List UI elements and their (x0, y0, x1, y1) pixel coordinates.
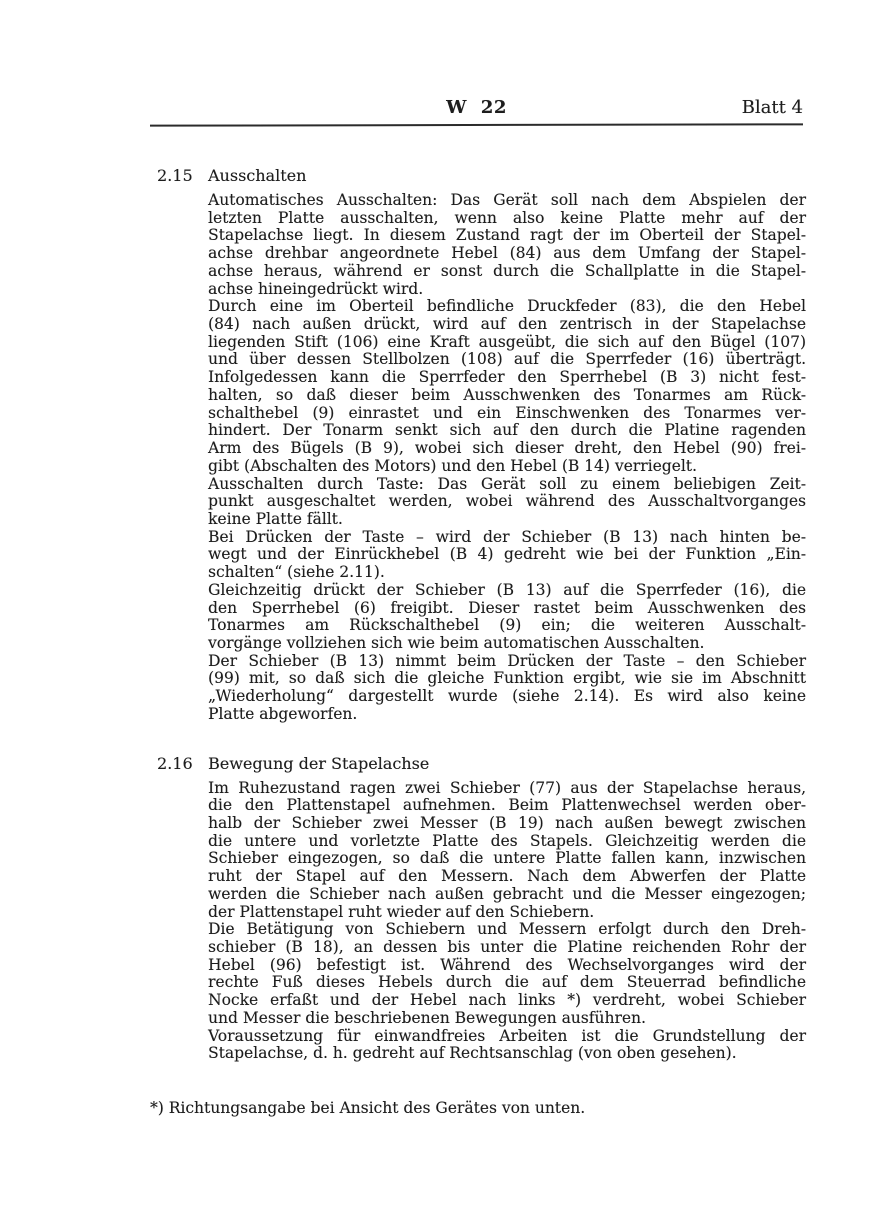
sheet-label: Blatt 4 (741, 97, 803, 118)
section-body (208, 192, 806, 724)
doc-code: W 22 (446, 97, 507, 118)
text-line: den Sperrhebel (6) freigibt. Dieser rastet beim Ausschwenken des (208, 598, 806, 617)
text-line: Bei Drücken der Taste – wird der Schieber (B 13) nach hinten be- (208, 527, 806, 546)
text-line: (84) nach außen drückt, wird auf den zentrisch in der Stapelachse (208, 315, 806, 334)
text-line: Schieber eingezogen, so daß die untere Platte fallen kann, inzwischen (208, 849, 806, 868)
section-title: Ausschalten (208, 166, 307, 185)
text-line: Im Ruhezustand ragen zwei Schieber (77) aus der Stapelachse heraus, (208, 778, 806, 797)
text-line: achse hineingedrückt wird. (208, 279, 424, 298)
text-line: schalten“ (siehe 2.11). (208, 563, 385, 582)
section-2-15 (157, 166, 807, 724)
section-title: Bewegung der Stapelachse (208, 753, 430, 773)
text-line: Infolgedessen kann die Sperrfeder den Sperrhebel (B 3) nicht fest- (208, 368, 806, 387)
text-line: gibt (Abschalten des Motors) und den Hebel (B 14) verriegelt. (208, 456, 697, 475)
text-line: Voraussetzung für einwandfreies Arbeiten ist die Grundstellung der (208, 1026, 806, 1045)
text-line: Durch eine im Oberteil befindliche Druckfeder (83), die den Hebel (208, 297, 806, 316)
text-line: Nocke erfaßt und der Hebel nach links *) verdreht, wobei Schieber (208, 991, 806, 1010)
text-line: halten, so daß dieser beim Ausschwenken des Tonarmes am Rück- (208, 385, 806, 404)
header-rule (150, 123, 803, 126)
text-line: hindert. Der Tonarm senkt sich auf den durch die Platine ragenden (208, 421, 806, 440)
section-2-16 (157, 754, 807, 1064)
text-line: Arm des Bügels (B 9), wobei sich dieser dreht, den Hebel (90) frei- (208, 439, 806, 458)
text-line: achse drehbar angeordnete Hebel (84) aus dem Umfang der Stapel- (208, 244, 806, 263)
text-line: achse heraus, während er sonst durch die Schallplatte in die Stapel- (208, 261, 806, 280)
text-line: Der Schieber (B 13) nimmt beim Drücken der Taste – den Schieber (208, 651, 806, 670)
text-line: letzten Platte ausschalten, wenn also keine Platte mehr auf der (208, 208, 806, 227)
footnote: *) Richtungsangabe bei Ansicht des Gerätes von unten. (150, 1099, 586, 1117)
text-line: und über dessen Stellbolzen (108) auf die Sperrfeder (16) überträgt. (208, 350, 806, 369)
page-header (150, 97, 803, 123)
text-line: liegenden Stift (106) eine Kraft ausgeübt, die sich auf den Bügel (107) (208, 332, 806, 351)
text-line: Die Betätigung von Schiebern und Messern erfolgt durch den Dreh- (208, 920, 806, 939)
section-body (208, 780, 806, 1064)
text-line: Ausschalten durch Taste: Das Gerät soll zu einem beliebigen Zeit- (208, 474, 806, 493)
text-line: schalthebel (9) einrastet und ein Einschwenken des Tonarmes ver- (208, 403, 806, 422)
text-line: rechte Fuß dieses Hebels durch die auf dem Steuerrad befindliche (208, 973, 806, 992)
text-line: schieber (B 18), an dessen bis unter die Platine reichenden Rohr der (208, 938, 806, 957)
text-line: keine Platte fällt. (208, 509, 343, 528)
document-body (157, 166, 807, 1063)
text-line: vorgänge vollziehen sich wie beim automatischen Ausschalten. (208, 633, 705, 652)
text-line: ruht der Stapel auf den Messern. Nach dem Abwerfen der Platte (208, 867, 806, 886)
text-line: Stapelachse liegt. In diesem Zustand ragt der im Oberteil der Stapel- (208, 226, 806, 245)
text-line: (99) mit, so daß sich die gleiche Funktion ergibt, wie sie im Abschnitt (208, 669, 806, 688)
section-number: 2.16 (157, 753, 193, 773)
section-number: 2.15 (157, 166, 193, 185)
text-line: Stapelachse, d. h. gedreht auf Rechtsanschlag (von oben gesehen). (208, 1044, 737, 1063)
text-line: wegt und der Einrückhebel (B 4) gedreht wie bei der Funktion „Ein- (208, 545, 806, 564)
text-line: punkt ausgeschaltet werden, wobei während des Ausschaltvorganges (208, 492, 806, 511)
text-line: der Plattenstapel ruht wieder auf den Schiebern. (208, 902, 595, 921)
text-line: die den Plattenstapel aufnehmen. Beim Plattenwechsel werden ober- (208, 796, 806, 815)
text-line: und Messer die beschriebenen Bewegungen ausführen. (208, 1008, 646, 1027)
text-line: „Wiederholung“ dargestellt wurde (siehe 2.14). Es wird also keine (208, 687, 806, 706)
text-line: halb der Schieber zwei Messer (B 19) nach außen bewegt zwischen (208, 814, 806, 832)
text-line: Gleichzeitig drückt der Schieber (B 13) auf die Sperrfeder (16), die (208, 580, 806, 599)
section-heading (157, 754, 807, 773)
text-line: Tonarmes am Rückschalthebel (9) ein; die weiteren Ausschalt- (208, 616, 806, 635)
text-line: werden die Schieber nach außen gebracht und die Messer eingezogen; (208, 884, 806, 903)
text-line: Automatisches Ausschalten: Das Gerät soll nach dem Abspielen der (208, 191, 806, 209)
text-line: Hebel (96) befestigt ist. Während des Wechselvorganges wird der (208, 955, 806, 974)
text-line: Platte abgeworfen. (208, 704, 358, 723)
section-heading (157, 166, 807, 185)
text-line: die untere und vorletzte Platte des Stapels. Gleichzeitig werden die (208, 831, 806, 850)
